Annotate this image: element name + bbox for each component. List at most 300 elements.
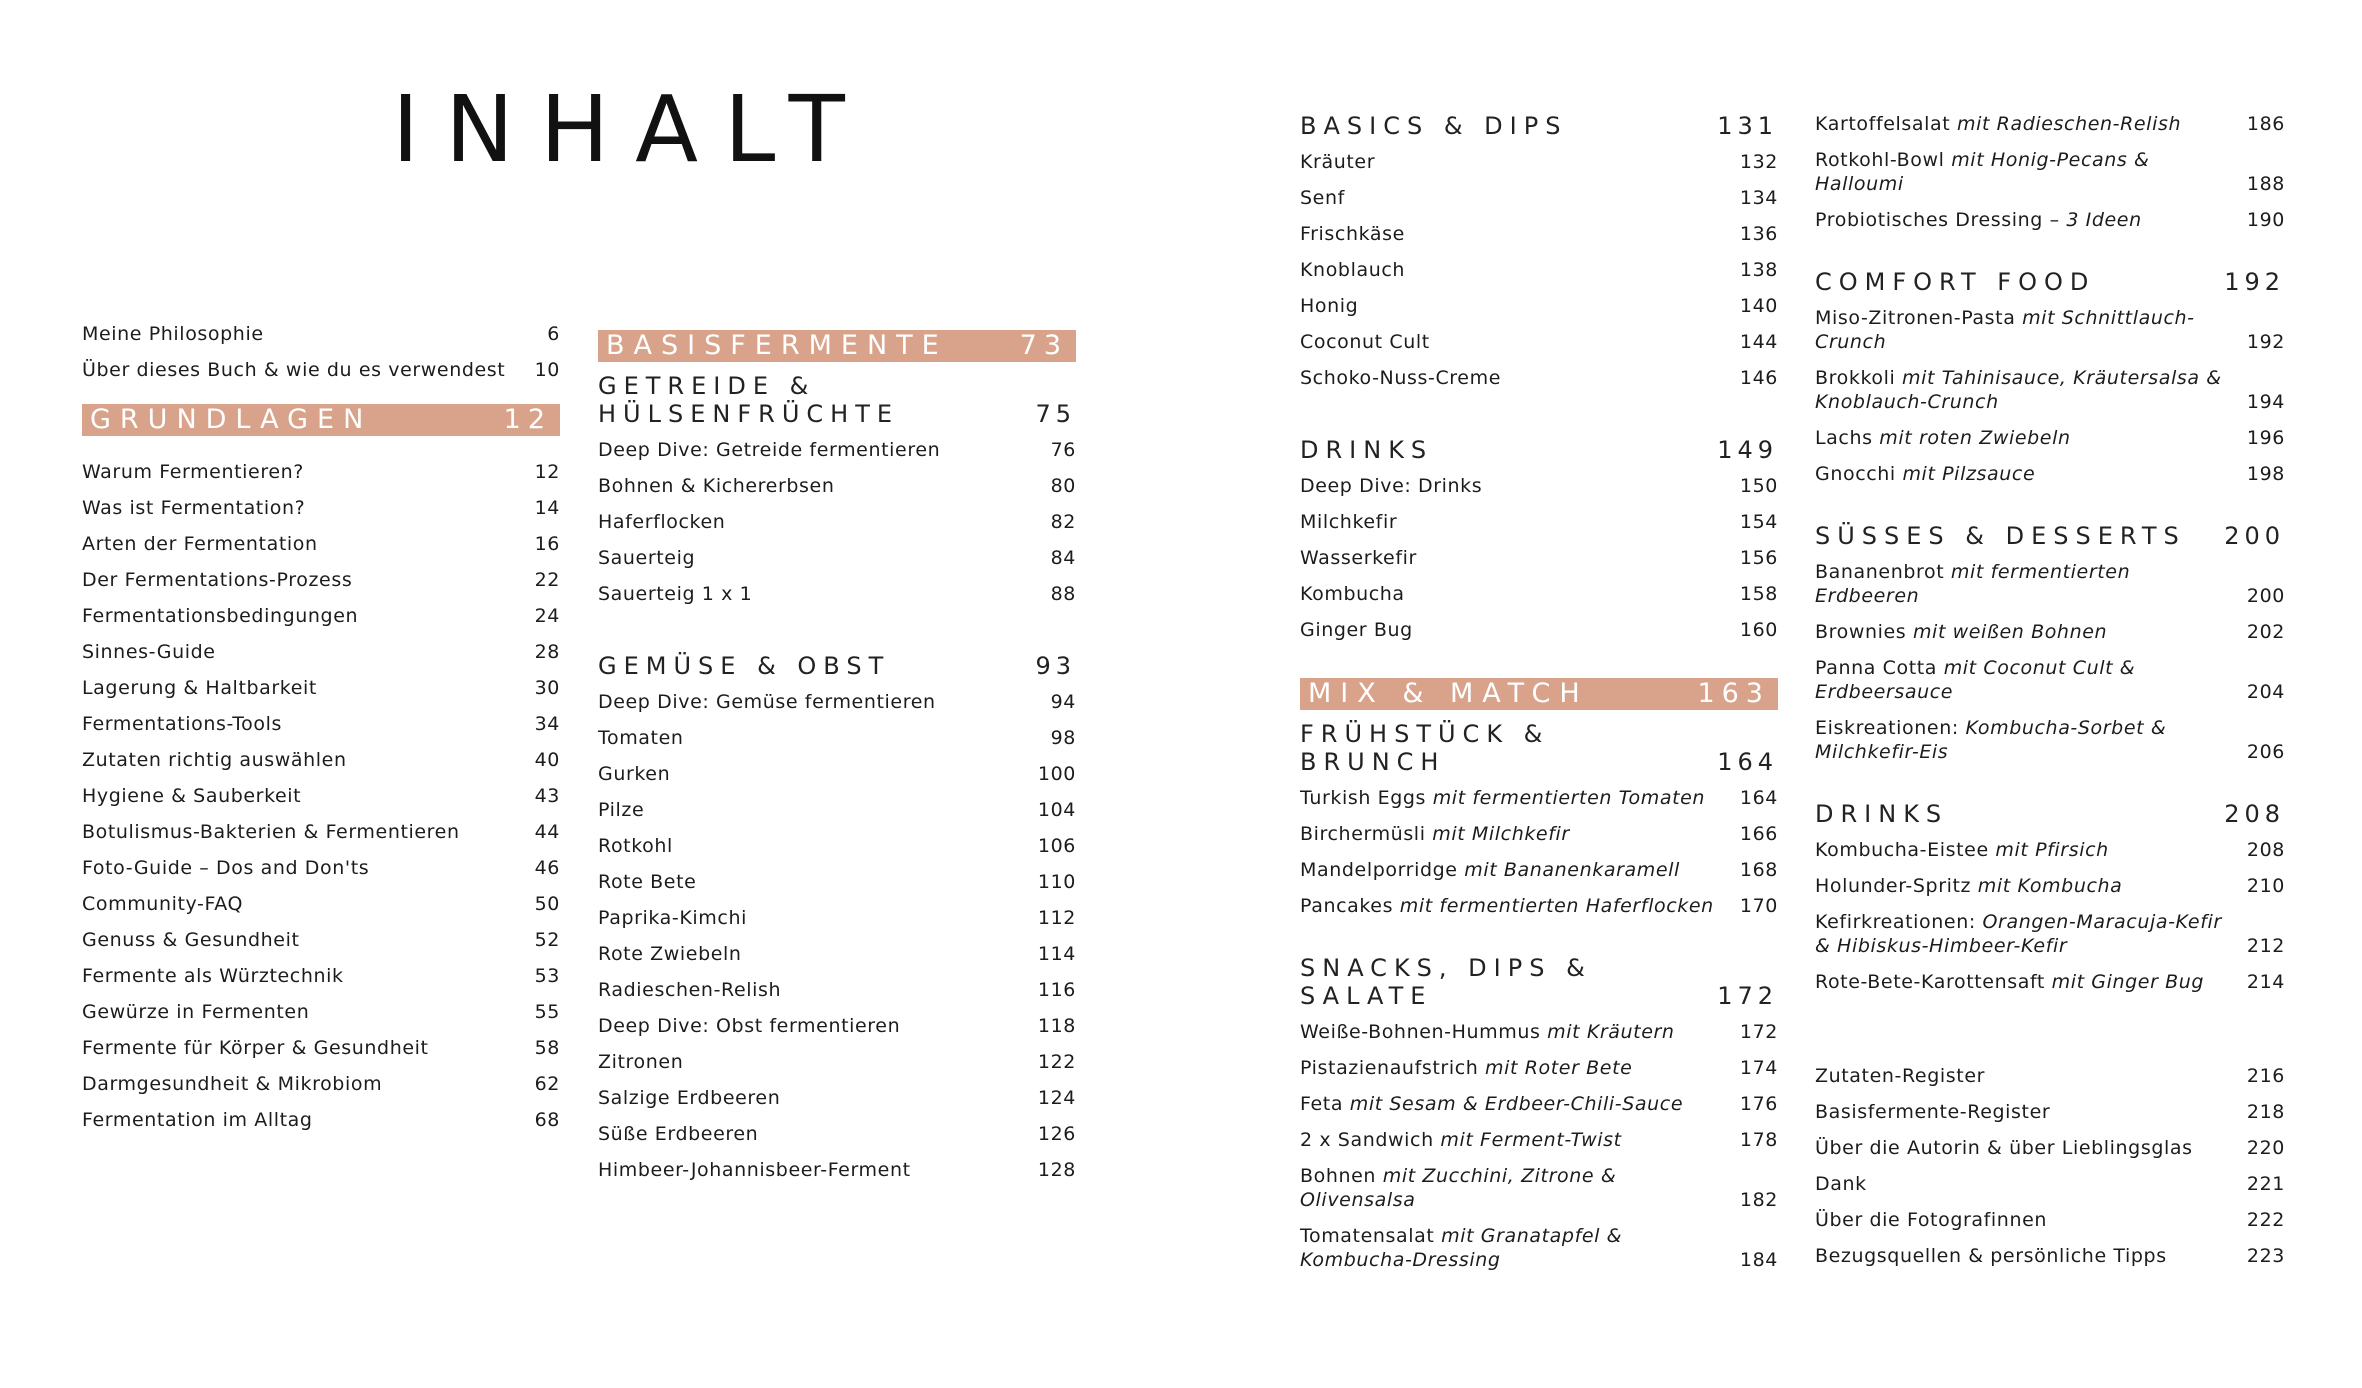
toc-entry-title (1815, 208, 2247, 232)
toc-entry-page: 82 (1050, 511, 1076, 533)
subsection-page: 131 (1717, 112, 1778, 140)
toc-entry-page: 116 (1037, 979, 1076, 1001)
toc-entry-title (1300, 858, 1740, 882)
toc-entry-title: Foto-Guide – Dos and Don'ts (82, 857, 370, 879)
toc-entry-page: 178 (1739, 1129, 1778, 1151)
toc-entry-title: Pilze (598, 799, 645, 821)
toc-entry-page: 146 (1739, 367, 1778, 389)
spacer (1300, 464, 1778, 474)
subsection-page: 208 (2224, 800, 2285, 828)
toc-entry-title (1815, 716, 2247, 764)
subsection-title: BASICS & DIPS (1300, 112, 1568, 140)
recipe-name: Birchermüsli (1300, 823, 1433, 845)
toc-entry-page: 174 (1739, 1057, 1778, 1079)
toc-entry-page: 58 (534, 1037, 560, 1059)
toc-entry-title: Milchkefir (1300, 511, 1398, 533)
subsection-title: SNACKS, DIPS & SALATE (1300, 954, 1592, 1010)
toc-entry (82, 1000, 560, 1024)
recipe-name: Bananenbrot (1815, 561, 1951, 583)
toc-entry-page: 144 (1739, 331, 1778, 353)
toc-entry-title: Der Fermentations-Prozess (82, 569, 353, 591)
toc-entry-title: Rote Zwiebeln (598, 943, 742, 965)
toc-entry (1300, 618, 1778, 642)
toc-entry (1300, 510, 1778, 534)
toc-entry (1300, 894, 1778, 918)
toc-entry-title: Über die Fotografinnen (1815, 1209, 2048, 1231)
spacer (1815, 244, 2285, 268)
recipe-addition: mit Tahinisauce, Kräutersalsa & Knoblauch-Crunch (1815, 367, 2222, 413)
toc-entry-page: 216 (2246, 1065, 2285, 1087)
toc-entry-page: 200 (2246, 585, 2285, 607)
recipe-addition: mit Pilzsauce (1902, 463, 2036, 485)
toc-entry-page: 110 (1037, 871, 1076, 893)
toc-entry-title: Senf (1300, 187, 1345, 209)
toc-entry-title: Genuss & Gesundheit (82, 929, 300, 951)
subsection-page: 164 (1717, 748, 1778, 776)
toc-entry (1300, 1092, 1778, 1116)
subsection-title: SÜSSES & DESSERTS (1815, 522, 2186, 550)
toc-entry (1815, 620, 2285, 644)
toc-entry-page: 182 (1739, 1189, 1778, 1211)
recipe-name: Bohnen (1300, 1165, 1383, 1187)
toc-entry-page: 22 (534, 569, 560, 591)
section-band-title: BASISFERMENTE (606, 330, 948, 361)
toc-entry-page: 132 (1739, 151, 1778, 173)
toc-entry (82, 856, 560, 880)
toc-entry-page: 14 (534, 497, 560, 519)
subsection-heading (598, 372, 1076, 428)
recipe-name: Brownies (1815, 621, 1913, 643)
toc-entry-page: 100 (1037, 763, 1076, 785)
toc-entry (1300, 1056, 1778, 1080)
toc-entry (1815, 366, 2285, 414)
toc-entry (598, 474, 1076, 498)
toc-entry-page: 156 (1739, 547, 1778, 569)
toc-entry-title (1815, 426, 2247, 450)
subsection-page: 93 (1035, 652, 1076, 680)
recipe-addition: mit Ginger Bug (2051, 971, 2205, 993)
recipe-addition: mit Ferment-Twist (1440, 1129, 1622, 1151)
recipe-addition: mit Schnittlauch-Crunch (1815, 307, 2195, 353)
recipe-name: Turkish Eggs (1300, 787, 1433, 809)
toc-entry-title: Über dieses Buch & wie du es verwendest (82, 359, 506, 381)
toc-entry (1815, 910, 2285, 958)
toc-entry-page: 62 (534, 1073, 560, 1095)
recipe-addition: mit roten Zwiebeln (1879, 427, 2071, 449)
toc-entry (1815, 426, 2285, 450)
toc-entry-title (1815, 112, 2247, 136)
recipe-name: Probiotisches Dressing – (1815, 209, 2067, 231)
recipe-addition: 3 Ideen (2066, 209, 2142, 231)
spacer (82, 394, 560, 404)
subsection-title: COMFORT FOOD (1815, 268, 2096, 296)
toc-entry (598, 1158, 1076, 1182)
toc-entry-page: 204 (2246, 681, 2285, 703)
section-band-page: 12 (503, 404, 552, 435)
toc-entry (1815, 148, 2285, 196)
subsection-page: 75 (1035, 400, 1076, 428)
toc-entry-page: 128 (1037, 1159, 1076, 1181)
recipe-name: Miso-Zitronen-Pasta (1815, 307, 2023, 329)
toc-entry-title (1815, 462, 2247, 486)
toc-entry-title (1815, 874, 2247, 898)
toc-entry-title: Coconut Cult (1300, 331, 1430, 353)
toc-entry-title: Gurken (598, 763, 671, 785)
toc-entry-title: Fermentations-Tools (82, 713, 282, 735)
toc-entry-page: 134 (1739, 187, 1778, 209)
recipe-name: Rote-Bete-Karottensaft (1815, 971, 2052, 993)
toc-entry-title: Sauerteig (598, 547, 696, 569)
toc-entry-page: 184 (1739, 1249, 1778, 1271)
toc-entry (598, 1050, 1076, 1074)
toc-entry-page: 114 (1037, 943, 1076, 965)
recipe-name: Pistazienaufstrich (1300, 1057, 1486, 1079)
spacer (1300, 930, 1778, 954)
toc-entry (1815, 874, 2285, 898)
toc-entry-title: Basisfermente-Register (1815, 1101, 2051, 1123)
toc-entry-title: Süße Erdbeeren (598, 1123, 759, 1145)
toc-entry (1815, 838, 2285, 862)
toc-entry-title: Community-FAQ (82, 893, 244, 915)
toc-entry-page: 122 (1037, 1051, 1076, 1073)
recipe-name: Eiskreationen: (1815, 717, 1966, 739)
toc-entry-page: 40 (534, 749, 560, 771)
toc-entry-title (1815, 306, 2247, 354)
toc-entry-title: Dank (1815, 1173, 1867, 1195)
toc-entry (82, 1036, 560, 1060)
toc-entry-page: 170 (1739, 895, 1778, 917)
subsection-heading (1300, 112, 1778, 140)
toc-entry-page: 154 (1739, 511, 1778, 533)
toc-entry (598, 546, 1076, 570)
subsection-heading (1815, 800, 2285, 828)
toc-entry-title: Gewürze in Fermenten (82, 1001, 310, 1023)
toc-entry-page: 68 (534, 1109, 560, 1131)
section-band (82, 404, 560, 436)
toc-entry-page: 104 (1037, 799, 1076, 821)
toc-entry (1300, 1128, 1778, 1152)
section-band-page: 163 (1697, 678, 1770, 709)
toc-entry-title: Fermentationsbedingungen (82, 605, 359, 627)
toc-entry (1300, 150, 1778, 174)
spacer (1815, 828, 2285, 838)
toc-entry-page: 140 (1739, 295, 1778, 317)
recipe-name: Kartoffelsalat (1815, 113, 1957, 135)
recipe-name: 2 x Sandwich (1300, 1129, 1441, 1151)
toc-entry (1300, 786, 1778, 810)
toc-entry (1815, 1100, 2285, 1124)
toc-entry (82, 892, 560, 916)
toc-entry-page: 164 (1739, 787, 1778, 809)
section-band-title: GRUNDLAGEN (90, 404, 373, 435)
toc-entry-page: 208 (2246, 839, 2285, 861)
toc-entry (598, 870, 1076, 894)
spacer (598, 618, 1076, 652)
toc-entry-page: 158 (1739, 583, 1778, 605)
toc-entry-page: 206 (2246, 741, 2285, 763)
toc-entry (82, 820, 560, 844)
toc-entry-title: Bezugsquellen & persönliche Tipps (1815, 1245, 2167, 1267)
toc-entry-page: 6 (547, 323, 560, 345)
recipe-name: Holunder-Spritz (1815, 875, 1978, 897)
toc-entry-title: Hygiene & Sauberkeit (82, 785, 302, 807)
recipe-name: Weiße-Bohnen-Hummus (1300, 1021, 1548, 1043)
toc-entry (598, 690, 1076, 714)
subsection-title: GEMÜSE & OBST (598, 652, 891, 680)
toc-column-4 (1815, 112, 2285, 1280)
toc-entry-page: 12 (534, 461, 560, 483)
toc-entry-title: Frischkäse (1300, 223, 1405, 245)
spacer (1300, 654, 1778, 678)
subsection-heading (1300, 436, 1778, 464)
spacer (598, 680, 1076, 690)
toc-entry (82, 748, 560, 772)
toc-entry-title (1815, 910, 2247, 958)
toc-entry (598, 834, 1076, 858)
toc-entry-page: 176 (1739, 1093, 1778, 1115)
toc-entry-page: 186 (2246, 113, 2285, 135)
toc-entry-title: Meine Philosophie (82, 323, 264, 345)
toc-entry-page: 194 (2246, 391, 2285, 413)
toc-entry (1300, 258, 1778, 282)
recipe-addition: mit fermentierten Haferflocken (1399, 895, 1714, 917)
toc-entry (598, 1086, 1076, 1110)
toc-entry (1300, 546, 1778, 570)
toc-entry (598, 438, 1076, 462)
spacer (598, 362, 1076, 372)
toc-column-3 (1300, 112, 1778, 1284)
toc-entry-page: 34 (534, 713, 560, 735)
toc-entry (1300, 366, 1778, 390)
toc-entry-title: Kräuter (1300, 151, 1376, 173)
recipe-addition: mit Kombucha (1977, 875, 2123, 897)
toc-entry (1300, 294, 1778, 318)
toc-entry-page: 221 (2246, 1173, 2285, 1195)
recipe-name: Brokkoli (1815, 367, 1903, 389)
toc-entry-page: 160 (1739, 619, 1778, 641)
toc-entry-title: Rotkohl (598, 835, 673, 857)
toc-entry-title: Zutaten richtig auswählen (82, 749, 347, 771)
spacer (1815, 550, 2285, 560)
toc-entry-page: 98 (1050, 727, 1076, 749)
toc-entry (1815, 306, 2285, 354)
toc-entry (598, 906, 1076, 930)
toc-entry (598, 942, 1076, 966)
subsection-page: 149 (1717, 436, 1778, 464)
toc-entry-title: Fermente als Würztechnik (82, 965, 344, 987)
spacer (1815, 1006, 2285, 1064)
recipe-addition: mit fermentierten Tomaten (1432, 787, 1706, 809)
spacer (1815, 776, 2285, 800)
subsection-title: FRÜHSTÜCK & BRUNCH (1300, 720, 1550, 776)
toc-entry (82, 676, 560, 700)
toc-entry-title (1300, 1128, 1740, 1152)
toc-entry (1815, 1136, 2285, 1160)
recipe-name: Kombucha-Eistee (1815, 839, 1996, 861)
toc-entry (598, 978, 1076, 1002)
toc-entry-page: 190 (2246, 209, 2285, 231)
subsection-heading (1300, 720, 1778, 776)
subsection-page: 200 (2224, 522, 2285, 550)
recipe-addition: mit Milchkefir (1432, 823, 1570, 845)
toc-entry-title: Wasserkefir (1300, 547, 1417, 569)
toc-entry-page: 168 (1739, 859, 1778, 881)
toc-entry-page: 118 (1037, 1015, 1076, 1037)
toc-entry (598, 762, 1076, 786)
toc-entry-title: Zutaten-Register (1815, 1065, 1986, 1087)
toc-entry (598, 1014, 1076, 1038)
toc-entry (82, 784, 560, 808)
recipe-addition: Orangen-Maracuja-Kefir & Hibiskus-Himbeer-Kefir (1815, 911, 2222, 957)
recipe-name: Feta (1300, 1093, 1350, 1115)
toc-entry-page: 43 (534, 785, 560, 807)
toc-entry (1815, 1172, 2285, 1196)
toc-entry-title: Lagerung & Haltbarkeit (82, 677, 317, 699)
toc-entry (1300, 1224, 1778, 1272)
recipe-addition: mit Radieschen-Relish (1956, 113, 2182, 135)
toc-entry-page: 222 (2246, 1209, 2285, 1231)
toc-entry-title: Botulismus-Bakterien & Fermentieren (82, 821, 460, 843)
toc-entry-page: 214 (2246, 971, 2285, 993)
toc-entry (1300, 474, 1778, 498)
toc-entry (598, 726, 1076, 750)
spacer (1300, 140, 1778, 150)
recipe-addition: mit Coconut Cult & Erdbeersauce (1815, 657, 2136, 703)
toc-entry-page: 106 (1037, 835, 1076, 857)
toc-entry-title: Darmgesundheit & Mikrobiom (82, 1073, 383, 1095)
toc-entry (1815, 1244, 2285, 1268)
toc-entry (1815, 112, 2285, 136)
subsection-heading (598, 652, 1076, 680)
recipe-name: Lachs (1815, 427, 1880, 449)
toc-entry-page: 124 (1037, 1087, 1076, 1109)
toc-entry-title: Arten der Fermentation (82, 533, 318, 555)
toc-entry (82, 640, 560, 664)
toc-entry-page: 166 (1739, 823, 1778, 845)
subsection-page: 192 (2224, 268, 2285, 296)
toc-entry (82, 322, 560, 346)
toc-entry-page: 44 (534, 821, 560, 843)
toc-entry-title: Sinnes-Guide (82, 641, 216, 663)
toc-entry-title: Radieschen-Relish (598, 979, 782, 1001)
toc-entry-page: 24 (534, 605, 560, 627)
spacer (1300, 1010, 1778, 1020)
toc-entry-title: Salzige Erdbeeren (598, 1087, 781, 1109)
toc-entry-title (1300, 1224, 1740, 1272)
toc-entry (82, 604, 560, 628)
toc-entry (598, 798, 1076, 822)
spacer (1300, 710, 1778, 720)
toc-entry-page: 53 (534, 965, 560, 987)
recipe-addition: mit Granatapfel & Kombucha-Dressing (1300, 1225, 1623, 1271)
toc-entry-page: 112 (1037, 907, 1076, 929)
toc-entry (1300, 222, 1778, 246)
toc-entry-title: Über die Autorin & über Lieblingsglas (1815, 1137, 2193, 1159)
toc-entry-page: 196 (2246, 427, 2285, 449)
toc-entry (82, 1072, 560, 1096)
toc-entry-title: Bohnen & Kichererbsen (598, 475, 835, 497)
toc-entry-page: 88 (1050, 583, 1076, 605)
toc-entry-title (1815, 620, 2247, 644)
toc-entry (598, 582, 1076, 606)
toc-entry (1815, 716, 2285, 764)
recipe-name: Mandelporridge (1300, 859, 1465, 881)
subsection-title: GETREIDE & HÜLSENFRÜCHTE (598, 372, 900, 428)
recipe-name: Tomatensalat (1300, 1225, 1442, 1247)
toc-entry-title: Sauerteig 1 x 1 (598, 583, 753, 605)
subsection-heading (1815, 522, 2285, 550)
toc-entry-page: 136 (1739, 223, 1778, 245)
section-band-title: MIX & MATCH (1308, 678, 1589, 709)
toc-entry-page: 76 (1050, 439, 1076, 461)
toc-entry (1815, 1208, 2285, 1232)
toc-entry-title: Honig (1300, 295, 1359, 317)
toc-entry-title: Deep Dive: Getreide fermentieren (598, 439, 941, 461)
toc-column-2 (598, 330, 1076, 1194)
toc-entry (82, 928, 560, 952)
toc-entry-title (1300, 894, 1740, 918)
recipe-addition: mit Kräutern (1547, 1021, 1675, 1043)
recipe-name: Pancakes (1300, 895, 1400, 917)
toc-entry (82, 712, 560, 736)
toc-entry-page: 28 (534, 641, 560, 663)
toc-entry (82, 496, 560, 520)
toc-entry-page: 192 (2246, 331, 2285, 353)
toc-entry-title: Fermente für Körper & Gesundheit (82, 1037, 429, 1059)
recipe-addition: mit Zucchini, Zitrone & Olivensalsa (1300, 1165, 1617, 1211)
recipe-addition: mit weißen Bohnen (1912, 621, 2108, 643)
toc-entry-title (1815, 560, 2247, 608)
toc-entry-page: 55 (534, 1001, 560, 1023)
toc-entry-page: 218 (2246, 1101, 2285, 1123)
spacer (82, 436, 560, 460)
toc-entry-title (1300, 1164, 1740, 1212)
spacer (1815, 296, 2285, 306)
toc-entry (1815, 462, 2285, 486)
toc-entry-title: Zitronen (598, 1051, 684, 1073)
toc-entry-page: 10 (534, 359, 560, 381)
toc-entry-page: 94 (1050, 691, 1076, 713)
recipe-addition: mit Pfirsich (1995, 839, 2109, 861)
toc-entry (1815, 656, 2285, 704)
toc-entry (598, 1122, 1076, 1146)
section-band-page: 73 (1019, 330, 1068, 361)
toc-entry (1300, 330, 1778, 354)
toc-entry-title: Rote Bete (598, 871, 697, 893)
toc-entry-title: Was ist Fermentation? (82, 497, 306, 519)
toc-entry (1815, 208, 2285, 232)
section-band (598, 330, 1076, 362)
recipe-name: Kefirkreationen: (1815, 911, 1983, 933)
toc-entry-title: Schoko-Nuss-Creme (1300, 367, 1501, 389)
toc-entry-title: Paprika-Kimchi (598, 907, 747, 929)
recipe-name: Rotkohl-Bowl (1815, 149, 1952, 171)
recipe-name: Panna Cotta (1815, 657, 1944, 679)
recipe-addition: mit fermentierten Erdbeeren (1815, 561, 2131, 607)
toc-entry-page: 220 (2246, 1137, 2285, 1159)
spacer (1815, 498, 2285, 522)
page-title: INHALT (392, 76, 871, 183)
spacer (1300, 402, 1778, 436)
toc-entry-title: Tomaten (598, 727, 684, 749)
toc-entry-title (1815, 148, 2247, 196)
toc-entry-page: 46 (534, 857, 560, 879)
toc-entry-page: 210 (2246, 875, 2285, 897)
recipe-addition: Kombucha-Sorbet & Milchkefir-Eis (1815, 717, 2167, 763)
subsection-page: 172 (1717, 982, 1778, 1010)
toc-entry-title (1300, 1056, 1740, 1080)
toc-entry-title: Deep Dive: Drinks (1300, 475, 1483, 497)
